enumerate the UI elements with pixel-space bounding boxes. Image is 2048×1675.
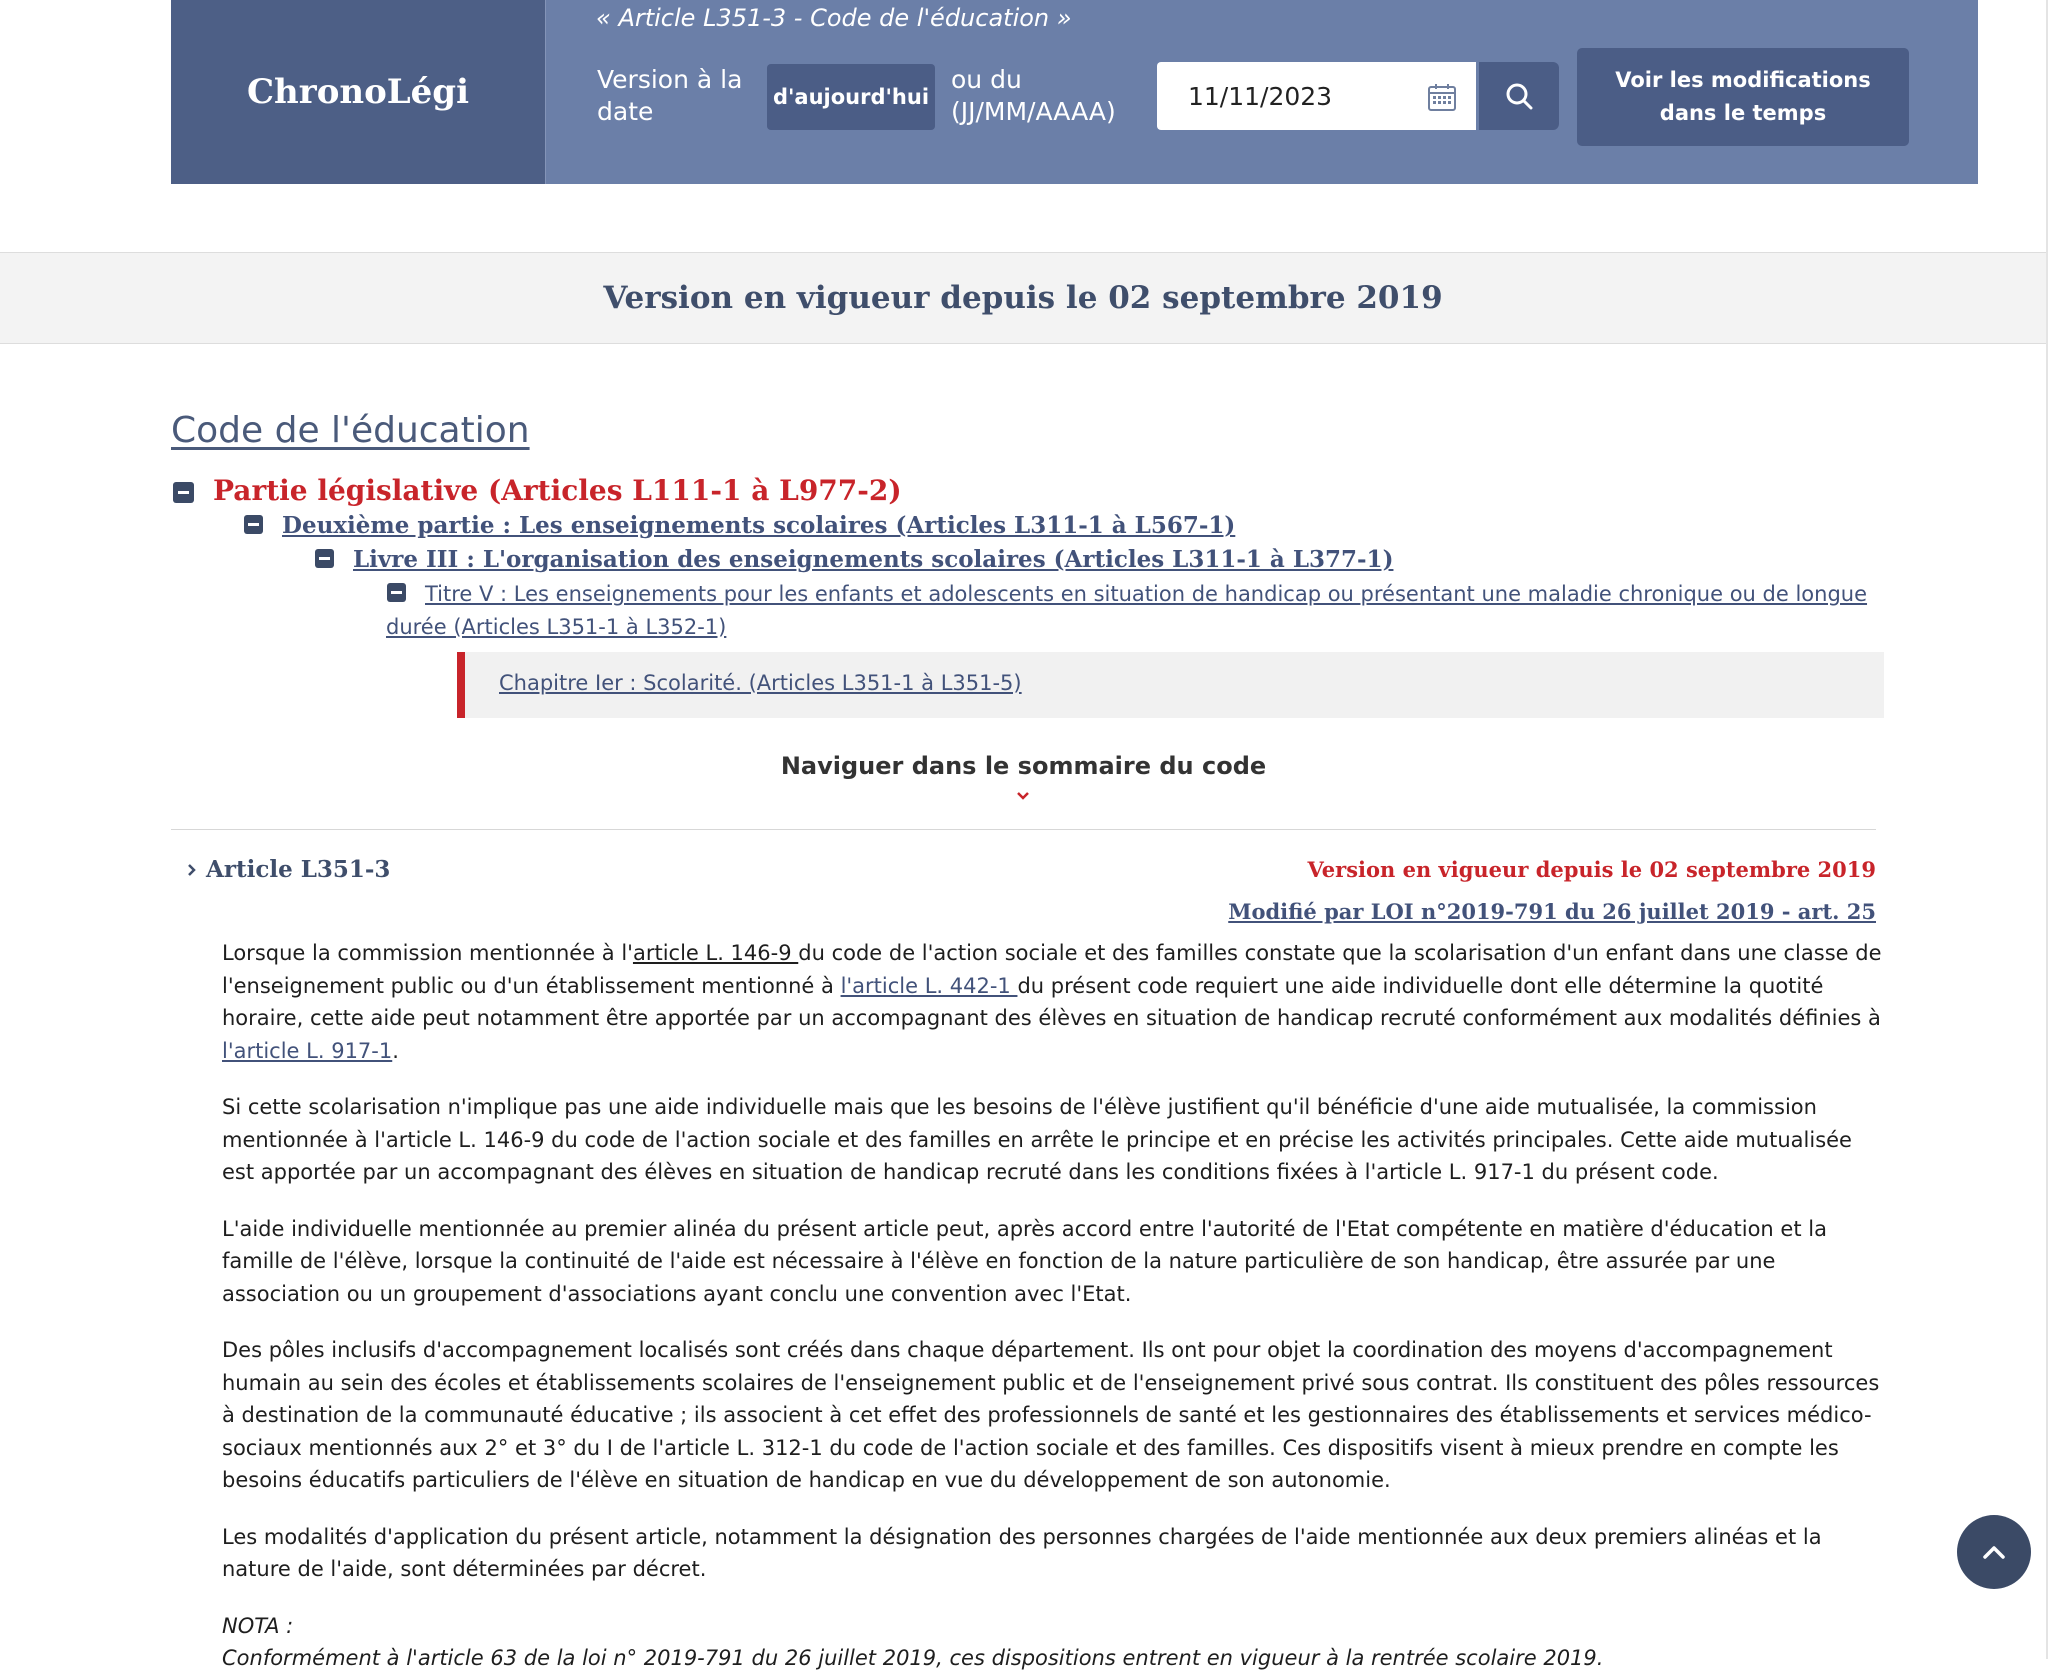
chevron-up-icon: [1981, 1543, 2007, 1561]
article-paragraph-5: Les modalités d'application du présent article, notamment la désignation des personnes chargées de l'aide mentionnée aux deux premiers alinéas et la nature de l'aide, sont déterminées par décret.: [222, 1524, 1822, 1581]
article-paragraph-3: L'aide individuelle mentionnée au premier alinéa du présent article peut, après accord entre l'autorité de l'Etat compétente en matière d'éducation et la famille de l'élève, lorsque la continuité de l'aide est nécessaire à l'élève en fonction de la nature particulière de son handicap, être assurée par une association ou un groupement d'associations ayant conclu une convention avec l'Etat.: [222, 1216, 1827, 1306]
text: du code de l'action sociale et des familles constate que la scolarisation d'un enfant dans une classe de l'enseignement public ou d'un établissement mentionné à: [222, 941, 1882, 998]
chronolegi-banner: [171, 0, 1978, 184]
version-date-label: Version à la date: [597, 65, 743, 126]
link-article-l146-9[interactable]: article L. 146-9: [632, 941, 799, 965]
article-version-status: Version en vigueur depuis le 02 septembre 2019: [1307, 857, 1876, 882]
nota-label: NOTA :: [222, 1613, 294, 1638]
view-changes-button[interactable]: [1577, 48, 1909, 146]
tree-chapitre-current: [457, 652, 1884, 718]
article-body: [222, 937, 1884, 1675]
chevron-right-icon[interactable]: [186, 862, 198, 878]
divider: [171, 829, 1876, 830]
article-paragraph-2: Si cette scolarisation n'implique pas une aide individuelle mais que les besoins de l'élève justifient qu'il bénéficie d'une aide mutualisée, la commission mentionnée à l'article L. 146-9 du code de l'action sociale et des familles en arrête le principe et en précise les activités principales. Cette aide mutualisée est apportée par un accompagnant des élèves en situation de handicap recruté dans les conditions fixées à l'article L. 917-1 du présent code.: [222, 1095, 1852, 1184]
search-icon: [1504, 81, 1534, 111]
article-paragraph-4: Des pôles inclusifs d'accompagnement localisés sont créés dans chaque département. Ils ont pour objet la coordination des moyens d'accompagnement humain au sein des écoles et établissements scolaires de l'enseignement public et de l'enseignement privé sous contrat. Ils constituent des pôles ressources à destination de la communauté éducative ; ils associent à cet effet des professionnels de santé et les gestionnaires des établissements et services médico-sociaux mentionnés aux 2° et 3° du I de l'article L. 312-1 du code de l'action sociale et des familles. Ces dispositifs visent à mieux prendre en compte les besoins éducatifs particuliers de l'élève en situation de handicap en vue du développement de son autonomie.: [222, 1338, 1880, 1492]
navigate-summary-toggle[interactable]: Naviguer dans le sommaire du code: [780, 752, 1267, 780]
code-title-link[interactable]: Code de l'éducation: [171, 410, 530, 451]
link-article-l917-1[interactable]: l'article L. 917-1: [222, 1038, 393, 1063]
article-paragraph-1: [222, 937, 1884, 1067]
date-input[interactable]: [1157, 62, 1476, 130]
brand-label: ChronoLégi: [247, 72, 469, 112]
chronolegi-brand: [171, 0, 546, 184]
or-date-label: ou du (JJ/MM/AAAA): [951, 65, 1116, 126]
article-nota: [222, 1610, 1884, 1675]
chevron-down-icon[interactable]: [1015, 790, 1031, 802]
calendar-icon[interactable]: [1427, 82, 1457, 112]
today-button[interactable]: d'aujourd'hui: [767, 64, 935, 130]
nota-text: Conformément à l'article 63 de la loi n° 2019-791 du 26 juillet 2019, ces dispositions entrent en vigueur à la rentrée scolaire 2019.: [222, 1646, 1604, 1670]
tree-partie-link[interactable]: Partie législative (Articles L111-1 à L977-2): [213, 474, 902, 507]
version-band-text: Version en vigueur depuis le 02 septembre 2019: [603, 280, 1443, 316]
article-title[interactable]: Article L351-3: [206, 856, 391, 883]
article-modified-link[interactable]: Modifié par LOI n°2019-791 du 26 juillet 2019 - art. 25: [1228, 899, 1876, 924]
collapse-deuxieme-icon[interactable]: [244, 515, 263, 534]
collapse-partie-icon[interactable]: [173, 482, 194, 503]
article-reference: « Article L351-3 - Code de l'éducation »: [596, 4, 1072, 32]
back-to-top-button[interactable]: [1957, 1515, 2031, 1589]
text: Lorsque la commission mentionnée à l': [222, 941, 633, 965]
text: .: [392, 1038, 399, 1063]
text: du présent code requiert une aide individuelle dont elle détermine la quotité horaire, cette aide peut notamment être apportée par un accompagnant des élèves en situation de handicap recruté conformément aux modalités définies à: [222, 973, 1881, 1030]
collapse-livre-icon[interactable]: [315, 549, 334, 568]
view-changes-label: Voir les modifications dans le temps: [1615, 68, 1871, 125]
search-button[interactable]: [1479, 62, 1559, 130]
version-band: [0, 252, 2046, 344]
link-article-l442-1[interactable]: l'article L. 442-1: [840, 973, 1018, 998]
date-value: 11/11/2023: [1188, 82, 1333, 111]
tree-titre-link[interactable]: Titre V : Les enseignements pour les enfants et adolescents en situation de handicap ou présentant une maladie chronique ou de longue durée (Articles L351-1 à L352-1): [386, 582, 1868, 639]
tree-chapitre-link[interactable]: Chapitre Ier : Scolarité. (Articles L351-1 à L351-5): [499, 671, 1022, 695]
tree-livre-link[interactable]: Livre III : L'organisation des enseignements scolaires (Articles L311-1 à L377-1): [353, 546, 1394, 573]
tree-deuxieme-link[interactable]: Deuxième partie : Les enseignements scolaires (Articles L311-1 à L567-1): [282, 512, 1236, 539]
